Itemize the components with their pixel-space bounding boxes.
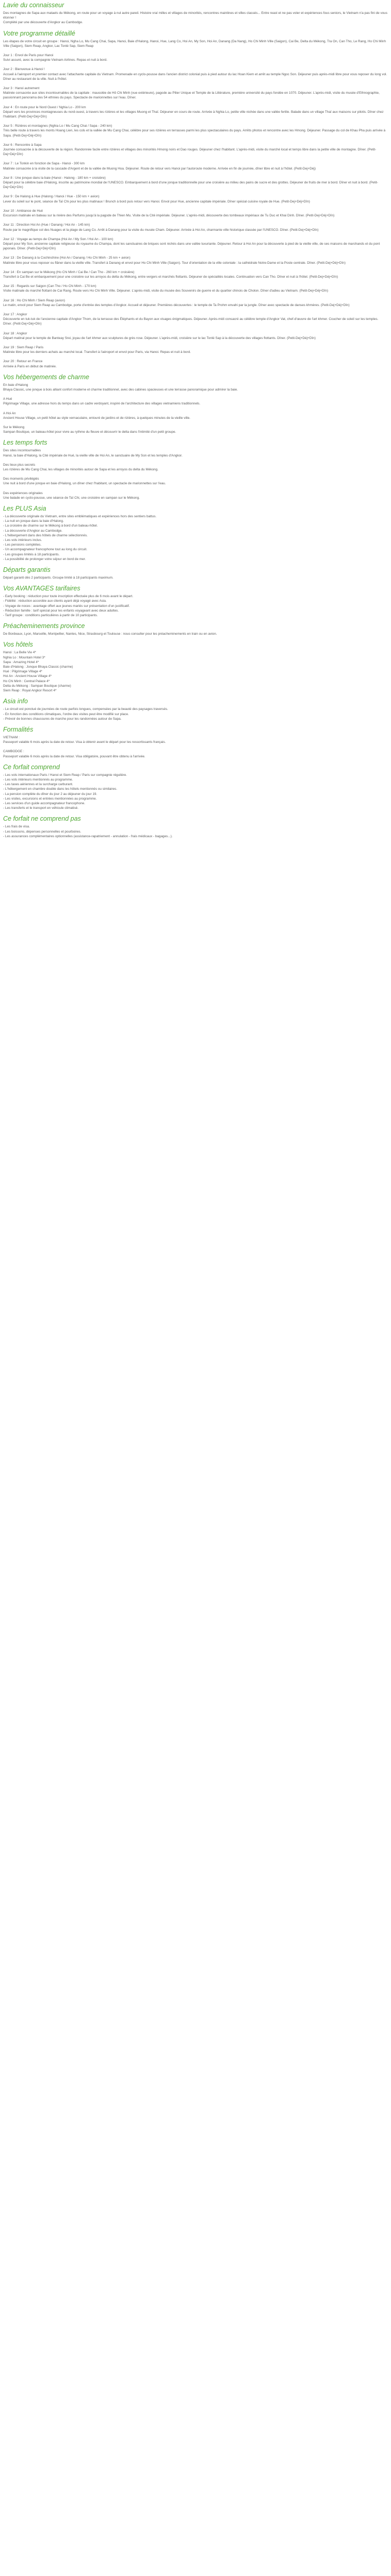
paragraph: Pilgrimage Village, une adresse hors du temps dans un cadre verdoyant, inspiré de l'architecture des villages vietnamiens traditionnels.	[3, 402, 201, 406]
block-heading: Jour 18 : Angkor	[3, 331, 27, 335]
section-les-temps-forts	[3, 439, 388, 500]
section-lavie-du-connaisseur	[3, 2, 388, 25]
section-vos-avantages-tarifaires	[3, 585, 388, 618]
block-heading: Des montagnes de Sapa aux mataels du Mékong, en route pour un voyage à nul autre pareil. Histoire vraí milles et villages de minorités, rencontres mainlines et villes classés... Entre reast et ne pas voler et expériences fous seniors, le Vietnam n'a pas fini de vous étonner !	[3, 11, 387, 20]
paragraph: Une nuit à bord d'une jonque en baie d'Halong, un dîner chez l'habitant, un spectacle de marionnettes sur l'eau.	[3, 482, 166, 486]
list-item: Hanoi : La Belle Vie 4*	[3, 651, 36, 655]
block-heading: Jour 13 : De Danang à la Cochinchine (Hoi An / Danang / Ho Chi Minh - 25 km + avion)	[3, 256, 131, 260]
section-title: Ce forfait comprend	[3, 763, 60, 771]
paragraph: Très belle route à travers les monts Hoang Lien, les cols et la vallée de Mu Cang Chai, célèbre pour ses rizières en terrasses parmi les plus spectaculaires du pays. Arrêts photos et rencontre avec les Hmong. Déjeuner. Passage du col de Khau Pha puis arrivée à Sapa. (Petit-Dej+Déj+Dîn)	[3, 129, 386, 138]
text-block	[3, 749, 388, 758]
text-block	[3, 284, 388, 293]
item-list	[3, 514, 388, 562]
block-heading: Sur le Mékong	[3, 425, 25, 429]
paragraph: Départ vers les provinces montagneuses du nord-ouest, à travers les rizières et les villages Muong et Thaï. Déjeuner en cours de route. Arrivée à Nghia Lo, petite ville nichée dans une vallée fertile. Balade dans un village Thaï aux maisons sur pilotis. Dîner chez l'habitant. (Petit-Dej+Déj+Dîn)	[3, 110, 384, 119]
page	[0, 0, 391, 839]
paragraph: Matinée libre pour les derniers achats au marché local. Transfert à l'aéroport et envol pour Paris, via Hanoi. Repas et nuit à bord.	[3, 350, 191, 354]
block-heading: CAMBODGE :	[3, 750, 24, 754]
block-heading: Jour 10 : Ambiance de Hué	[3, 209, 43, 213]
list-item: - La découverte originale du Vietnam, entre sites emblématiques et expériences hors des sentiers battus.	[3, 515, 157, 519]
list-item: Nghia Lo : Mountain Hotel 3*	[3, 655, 45, 659]
block-heading: Jour 20 : Retour en France	[3, 360, 43, 364]
paragraph: Matinée consacrée aux sites incontournables de la capitale : mausolée de Hô Chi Minh (vue extérieure), pagode au Pilier Unique et Temple de la Littérature, première université du pays fondée en 1070. Déjeuner. L'après-midi, visite du musée d'Ethnographie, passionnant panorama des 54 ethnies du pays. Spectacle de marionnettes sur l'eau. Dîner.	[3, 91, 380, 100]
block-heading: A Hoi An	[3, 411, 16, 415]
text-block	[3, 298, 388, 308]
block-heading: Jour 5 : Rizières et montagnes (Nghia Lo / Mu Cang Chai / Sapa - 240 km)	[3, 124, 112, 128]
section-votre-programme-detaille	[3, 30, 388, 369]
list-item: Hoi An : Ancient House Village 4*	[3, 674, 52, 679]
list-item: - Les boissons, dépenses personnelles et pourboires.	[3, 829, 82, 834]
paragraph: Une balade en cyclo-pousse, une séance de Taï Chi, une croisière en sampan sur le Mékong.	[3, 496, 140, 500]
text-block	[3, 359, 388, 368]
paragraph: Bhaya Classic, une jonque à bois alliant confort moderne et charme traditionnel, avec des cabines spacieuses et une terrasse panoramique pour admirer la baie.	[3, 387, 238, 392]
paragraph: Ancient House Village, un petit hôtel au style vernaculaire, entouré de jardins et de rizières, à quelques minutes de la vieille ville.	[3, 416, 190, 420]
list-item: - Early booking : réduction pour toute inscription effectuée plus de 6 mois avant le départ.	[3, 595, 134, 599]
block-heading: Jour 19 : Siem Reap / Paris	[3, 345, 44, 349]
list-item: - Voyage de noces : avantage offert aux jeunes mariés sur présentation d'un justificatif.	[3, 604, 130, 608]
block-heading: Jour 3 : Hanoi autrement	[3, 87, 40, 91]
section-title: Formalités	[3, 725, 34, 733]
paragraph: Le matin, envol pour Siem Reap au Cambodge, porte d'entrée des temples d'Angkor. Accueil et déjeuner. Premières découvertes : le temple de Ta Prohm envahi par la jungle. Dîner avec spectacle de danses khmères. (Petit-Dej+Déj+Dîn)	[3, 303, 350, 307]
paragraph: Passeport valable 6 mois après la date de retour. Visa obligatoire, pouvant être obtenu à l'arrivée.	[3, 754, 145, 758]
section-title: Les PLUS Asia	[3, 505, 46, 513]
list-item: - Les frais de visa.	[3, 825, 30, 829]
text-block	[3, 270, 388, 279]
paragraph: Lever du soleil sur le pont, séance de Taï Chi pour les plus matinaux ! Brunch à bord puis retour vers Hanoi. Envol pour Hue, ancienne capitale impériale. Dîner spécial cuisine royale de Hue. (Petit-Dej+Déj+Dîn)	[3, 199, 310, 204]
paragraph: Excursion matinale en bateau sur la rivière des Parfums jusqu'à la pagode de Thien Mu. Visite de la Cité impériale. Déjeuner. L'après-midi, découverte des tombeaux impériaux de Tu Duc et Khai Dinh. Dîner. (Petit-Dej+Déj+Dîn)	[3, 214, 335, 218]
section-title: Préacheminements province	[3, 622, 85, 630]
paragraph: Suivi assuré, avec la compagnie Vietnam Airlines. Repas et nuit à bord.	[3, 58, 108, 62]
paragraph: Départ matinal pour le temple de Banteay Srei, joyau de l'art khmer aux sculptures de grès rose. Déjeuner. L'après-midi, croisière sur le lac Tonlé Sap à la découverte des villages flottants. Dîner. (Petit-Dej+Déj+Dîn)	[3, 336, 316, 340]
text-block	[3, 39, 388, 48]
text-block	[3, 143, 388, 157]
list-item: - Le circuit est ponctué de journées de route parfois longues, compensées par la beauté des paysages traversés.	[3, 707, 168, 711]
list-item: - Les pensions complètes.	[3, 543, 42, 547]
block-heading: Jour 4 : En route pour le Nord Ouest / Nghia Lo - 200 km	[3, 105, 86, 109]
paragraph: Visite matinale du marché flottant de Cai Rang. Route vers Ho Chi Minh Ville. Déjeuner. L'après-midi, visite du musée des Souvenirs de guerre et du quartier chinois de Cholon. Dîner d'adieu au Vietnam. (Petit-Dej+Déj+Dîn)	[3, 289, 329, 293]
paragraph: Passeport valable 6 mois après la date de retour. Visa à obtenir avant le départ pour les ressortissants français.	[3, 740, 166, 744]
block-heading: Jour 11 : Direction Hoi An (Hue / Danang / Hoi An - 145 km)	[3, 223, 90, 227]
list-item: - Réduction famille : tarif spécial pour les enfants voyageant avec deux adultes.	[3, 608, 119, 613]
block-heading: Des sites incontournables	[3, 449, 41, 453]
section-title: Vos hébergements de charme	[3, 373, 89, 381]
block-heading: Jour 14 : En sampan sur le Mékong (Ho Chi Minh / Cai Be / Can Tho - 260 km + croisière)	[3, 270, 135, 274]
list-item: - La nuit en jonque dans la baie d'Halong.	[3, 519, 64, 523]
section-formalites	[3, 726, 388, 759]
list-item: - Prévoir de bonnes chaussures de marche pour les randonnées autour de Sapa.	[3, 717, 122, 721]
paragraph: Matinée consacrée à la visite de la cascade d'Argent et de la vallée de Muong Hoa. Déjeuner. Route de retour vers Hanoi par l'autoroute moderne. Arrivée en fin de journée, dîner libre et nuit à l'hôtel. (Petit-Dej+Déj)	[3, 166, 316, 171]
section-title: Vos hôtels	[3, 641, 33, 649]
item-list	[3, 707, 388, 721]
text-block	[3, 735, 388, 744]
text-block	[3, 53, 388, 62]
text-block	[3, 124, 388, 138]
block-heading: En baie d'Halong	[3, 383, 28, 387]
section-title: Départs garantis	[3, 566, 51, 574]
block-heading: Des moments privilégiés	[3, 477, 39, 481]
text-block	[3, 161, 388, 171]
section-title: Lavie du connaisseur	[3, 2, 64, 9]
text-block	[3, 67, 388, 81]
section-vos-hebergements-de-charme	[3, 374, 388, 435]
list-item: - La pension complète du dîner du jour 2 au déjeuner du jour 19.	[3, 792, 97, 796]
list-item: - Tarif groupe : conditions particulières à partir de 10 participants.	[3, 614, 98, 618]
list-item: - La possibilité de prolonger votre séjour en bord de mer.	[3, 557, 86, 561]
list-item: - Les services d'un guide accompagnateur francophone.	[3, 801, 85, 805]
list-item: - Les transferts et le transport en véhicule climatisé.	[3, 806, 78, 810]
section-title: Ce forfait ne comprend pas	[3, 815, 81, 823]
list-item: - L'hébergement dans des hôtels de charme sélectionnés.	[3, 533, 88, 537]
list-item: - Les assurances complémentaires optionnelles (assistance-rapatriement - annulation - frais médicaux - bagages...).	[3, 834, 173, 838]
list-item: - La croisière de charme sur le Mékong à bord d'un bateau-hôtel.	[3, 524, 98, 528]
item-list	[3, 650, 388, 693]
list-item: - La découverte d'Angkor au Cambodge.	[3, 529, 62, 533]
paragraph: Route par le magnifique col des Nuages et la plage de Lang Co. Arrêt à Danang pour la visite du musée Cham. Déjeuner. Arrivée à Hoi An, charmante ville historique classée par l'UNESCO. Dîner. (Petit-Dej+Déj+Dîn)	[3, 228, 319, 232]
section-asia-info	[3, 698, 388, 721]
section-preacheminements-province	[3, 622, 388, 636]
text-block	[3, 11, 388, 25]
list-item: - Les groupes limités à 18 participants.	[3, 552, 60, 556]
paragraph: Matinée libre pour vous reposer ou flâner dans la vieille ville. Transfert à Danang et envol pour Ho Chi Minh Ville (Saigon). Tour d'orientation de la ville coloniale : la cathédrale Notre-Dame et la Poste centrale. Dîner. (Petit-Dej+Déj+Dîn)	[3, 261, 346, 265]
paragraph: Hanoi, la baie d'Halong, la Cité impériale de Hué, la vieille ville de Hoi An, le sanctuaire de My Son et les temples d'Angkor.	[3, 453, 183, 457]
block-heading: Jour 8 : Une jonque dans la baie (Hanoi - Halong - 180 km + croisière)	[3, 176, 106, 180]
block-heading: Jour 17 : Angkor	[3, 312, 27, 316]
section-title: Les temps forts	[3, 439, 47, 447]
paragraph: Les étapes de votre circuit en groupe : Hanoi, Ngha Lo, Mu Cang Chai, Sapa, Hanoi, Baie d'Halong, Hanoi, Hue, Lang Co, Hoi An, My Son, Hoi An, Danang (Da Nang), Ho Chi Minh Ville (Saigon), Cai Be, Delta du Mékong, Tra On, Can Tho, Le Rang, Ho Chi Minh Ville (Saigon), Siem Reap, Angkor, Lac Tonlé Sap, Siem Reap	[3, 39, 386, 48]
section-vos-hotels	[3, 641, 388, 693]
text-block	[3, 194, 388, 204]
paragraph: Complété par une découverte d'Angkor au Cambodge.	[3, 21, 83, 25]
text-block	[3, 331, 388, 341]
text-block	[3, 575, 388, 580]
text-block	[3, 176, 388, 190]
list-item: Sapa : Amazing Hotel 4*	[3, 660, 39, 664]
list-item: Baie d'Halong : Jonque Bhaya Classic (charme)	[3, 665, 73, 669]
block-heading: Des lieux plus secrets	[3, 463, 36, 467]
list-item: - Les vols intérieurs inclus.	[3, 538, 42, 543]
list-item: Hué : Pilgrimage Village 4*	[3, 670, 42, 674]
section-departs-garantis	[3, 566, 388, 580]
text-block	[3, 105, 388, 120]
list-item: - Fidélité : réduction accordée aux clients ayant déjà voyagé avec Asia.	[3, 599, 107, 603]
paragraph: Départ garanti dès 2 participants. Groupe limité à 18 participants maximum.	[3, 576, 113, 580]
block-heading: Jour 12 : Voyage au temps de Champa (Hoi An / My Son / Hoi An - 100 km)	[3, 237, 113, 241]
paragraph: Départ pour My Son, ancienne capitale religieuse du royaume du Champa, dont les sanctuaires de briques sont nichés dans une vallée luxuriante. Déjeuner. Retour à Hoi An pour la découverte à pied de la vieille ville, de ses maisons de marchands et du pont japonais. Dîner. (Petit-Dej+Déj+Dîn)	[3, 242, 380, 251]
paragraph: Transfert à Cai Be et embarquement pour une croisière sur les arroyos du delta du Mékong, entre vergers et marchés flottants. Déjeuner de spécialités locales. Continuation vers Can Tho. Dîner et nuit à l'hôtel. (Petit-Dej+Déj+Dîn)	[3, 275, 338, 279]
item-list	[3, 594, 388, 618]
block-heading: Jour 9 : De Halong à Hue (Halong / Hanoi / Hue - 150 km + avion)	[3, 195, 100, 199]
text-block	[3, 383, 388, 392]
paragraph: De Bordeaux, Lyon, Marseille, Montpellier, Nantes, Nice, Strasbourg et Toulouse : nous consulter pour les préacheminements en train ou en avion.	[3, 632, 217, 636]
item-list	[3, 824, 388, 839]
text-block	[3, 463, 388, 472]
list-item: - L'hébergement en chambre double dans les hôtels mentionnés ou similaires.	[3, 787, 118, 791]
text-block	[3, 345, 388, 354]
block-heading: Jour 15 : Regards sur Saigon (Can Tho / Ho Chi Minh - 170 km)	[3, 284, 96, 289]
text-block	[3, 491, 388, 500]
list-item: - Les visites, excursions et entrées mentionnées au programme.	[3, 796, 97, 801]
text-block	[3, 448, 388, 457]
paragraph: Les rizières de Mu Cang Chai, les villages de minorités autour de Sapa et les arroyos du delta du Mékong.	[3, 468, 158, 471]
text-block	[3, 86, 388, 100]
text-block	[3, 411, 388, 420]
text-block	[3, 237, 388, 251]
block-heading: Jour 6 : Rencontre à Sapa	[3, 143, 42, 147]
paragraph: Sampan Boutique, un bateau-hôtel pour vivre au rythme du fleuve et découvrir le delta dans l'intimité d'un petit groupe.	[3, 430, 176, 434]
section-ce-forfait-ne-comprend-pas	[3, 815, 388, 839]
list-item: Siem Reap : Royal Angkor Resort 4*	[3, 689, 57, 693]
block-heading: Des expériences originales	[3, 491, 43, 495]
paragraph: Journée consacrée à la découverte de la région. Randonnée facile entre rizières et villages des minorités Hmong noirs et Dao rouges. Déjeuner chez l'habitant. L'après-midi, visite du marché local et temps libre dans la petite ville de montagne. Dîner. (Petit-Dej+Déj+Dîn)	[3, 148, 377, 157]
list-item: - Les vols internationaux Paris / Hanoi et Siem Reap / Paris sur compagnie régulière.	[3, 773, 127, 777]
block-heading: Jour 1 : Envol de Paris pour Hanoi	[3, 54, 54, 58]
block-heading: Jour 2 : Bienvenue à Hanoi !	[3, 67, 45, 72]
paragraph: Découverte en tuk-tuk de l'ancienne capitale d'Angkor Thom, de la terrasse des Éléphants et du Bayon aux visages énigmatiques. Déjeuner. Après-midi consacré au célèbre temple d'Angkor Vat, chef-d'œuvre de l'art khmer. Coucher de soleil sur les temples. Dîner. (Petit-Dej+Déj+Dîn)	[3, 317, 379, 326]
paragraph: Arrivée à Paris en début de matinée.	[3, 364, 57, 368]
text-block	[3, 632, 388, 636]
text-block	[3, 209, 388, 218]
section-title: Asia info	[3, 698, 28, 705]
block-heading: Jour 16 : Ho Chi Minh / Siem Reap (avion)	[3, 298, 66, 302]
text-block	[3, 425, 388, 434]
list-item: - Les taxes aériennes et la surcharge carburant.	[3, 783, 73, 787]
text-block	[3, 256, 388, 265]
list-item: Ho Chi Minh : Central Palace 4*	[3, 679, 50, 683]
list-item: - Les vols intérieurs mentionnés au programme.	[3, 777, 73, 782]
paragraph: Accueil à l'aéroport et premier contact avec l'attachante capitale du Vietnam. Promenade en cyclo-pousse dans l'ancien district colonial puis à pied autour du lac Hoan Kiem et arrêt au temple Ngoc Son. Déjeuner puis après-midi libre pour vous reposer du long vol. Dîner au restaurant de la ville. Nuit à l'hôtel.	[3, 72, 387, 81]
paragraph: Départ pour la célèbre baie d'Halong, inscrite au patrimoine mondial de l'UNESCO. Embarquement à bord d'une jonque traditionnelle pour une croisière au milieu des pains de sucre et des grottes. Déjeuner de fruits de mer à bord. Dîner et nuit à bord. (Petit-Dej+Déj+Dîn)	[3, 181, 378, 190]
section-les-plus-asia	[3, 505, 388, 562]
block-heading: A Hué	[3, 397, 12, 401]
list-item: - En fonction des conditions climatiques, l'ordre des visites peut être modifié sur place.	[3, 712, 129, 716]
section-title: Vos AVANTAGES tarifaires	[3, 585, 80, 592]
item-list	[3, 773, 388, 811]
section-title: Votre programme détaillé	[3, 29, 75, 37]
list-item: Delta du Mékong : Sampan Boutique (charme)	[3, 684, 71, 688]
block-heading: VIETNAM :	[3, 735, 20, 739]
list-item: - Un accompagnateur francophone tout au long du circuit.	[3, 548, 88, 552]
section-ce-forfait-comprend	[3, 764, 388, 811]
text-block	[3, 223, 388, 232]
text-block	[3, 477, 388, 486]
block-heading: Jour 7 : Le Tonkin en fonction de Sapa - Hanoi - 300 km	[3, 162, 85, 166]
text-block	[3, 397, 388, 406]
text-block	[3, 312, 388, 327]
